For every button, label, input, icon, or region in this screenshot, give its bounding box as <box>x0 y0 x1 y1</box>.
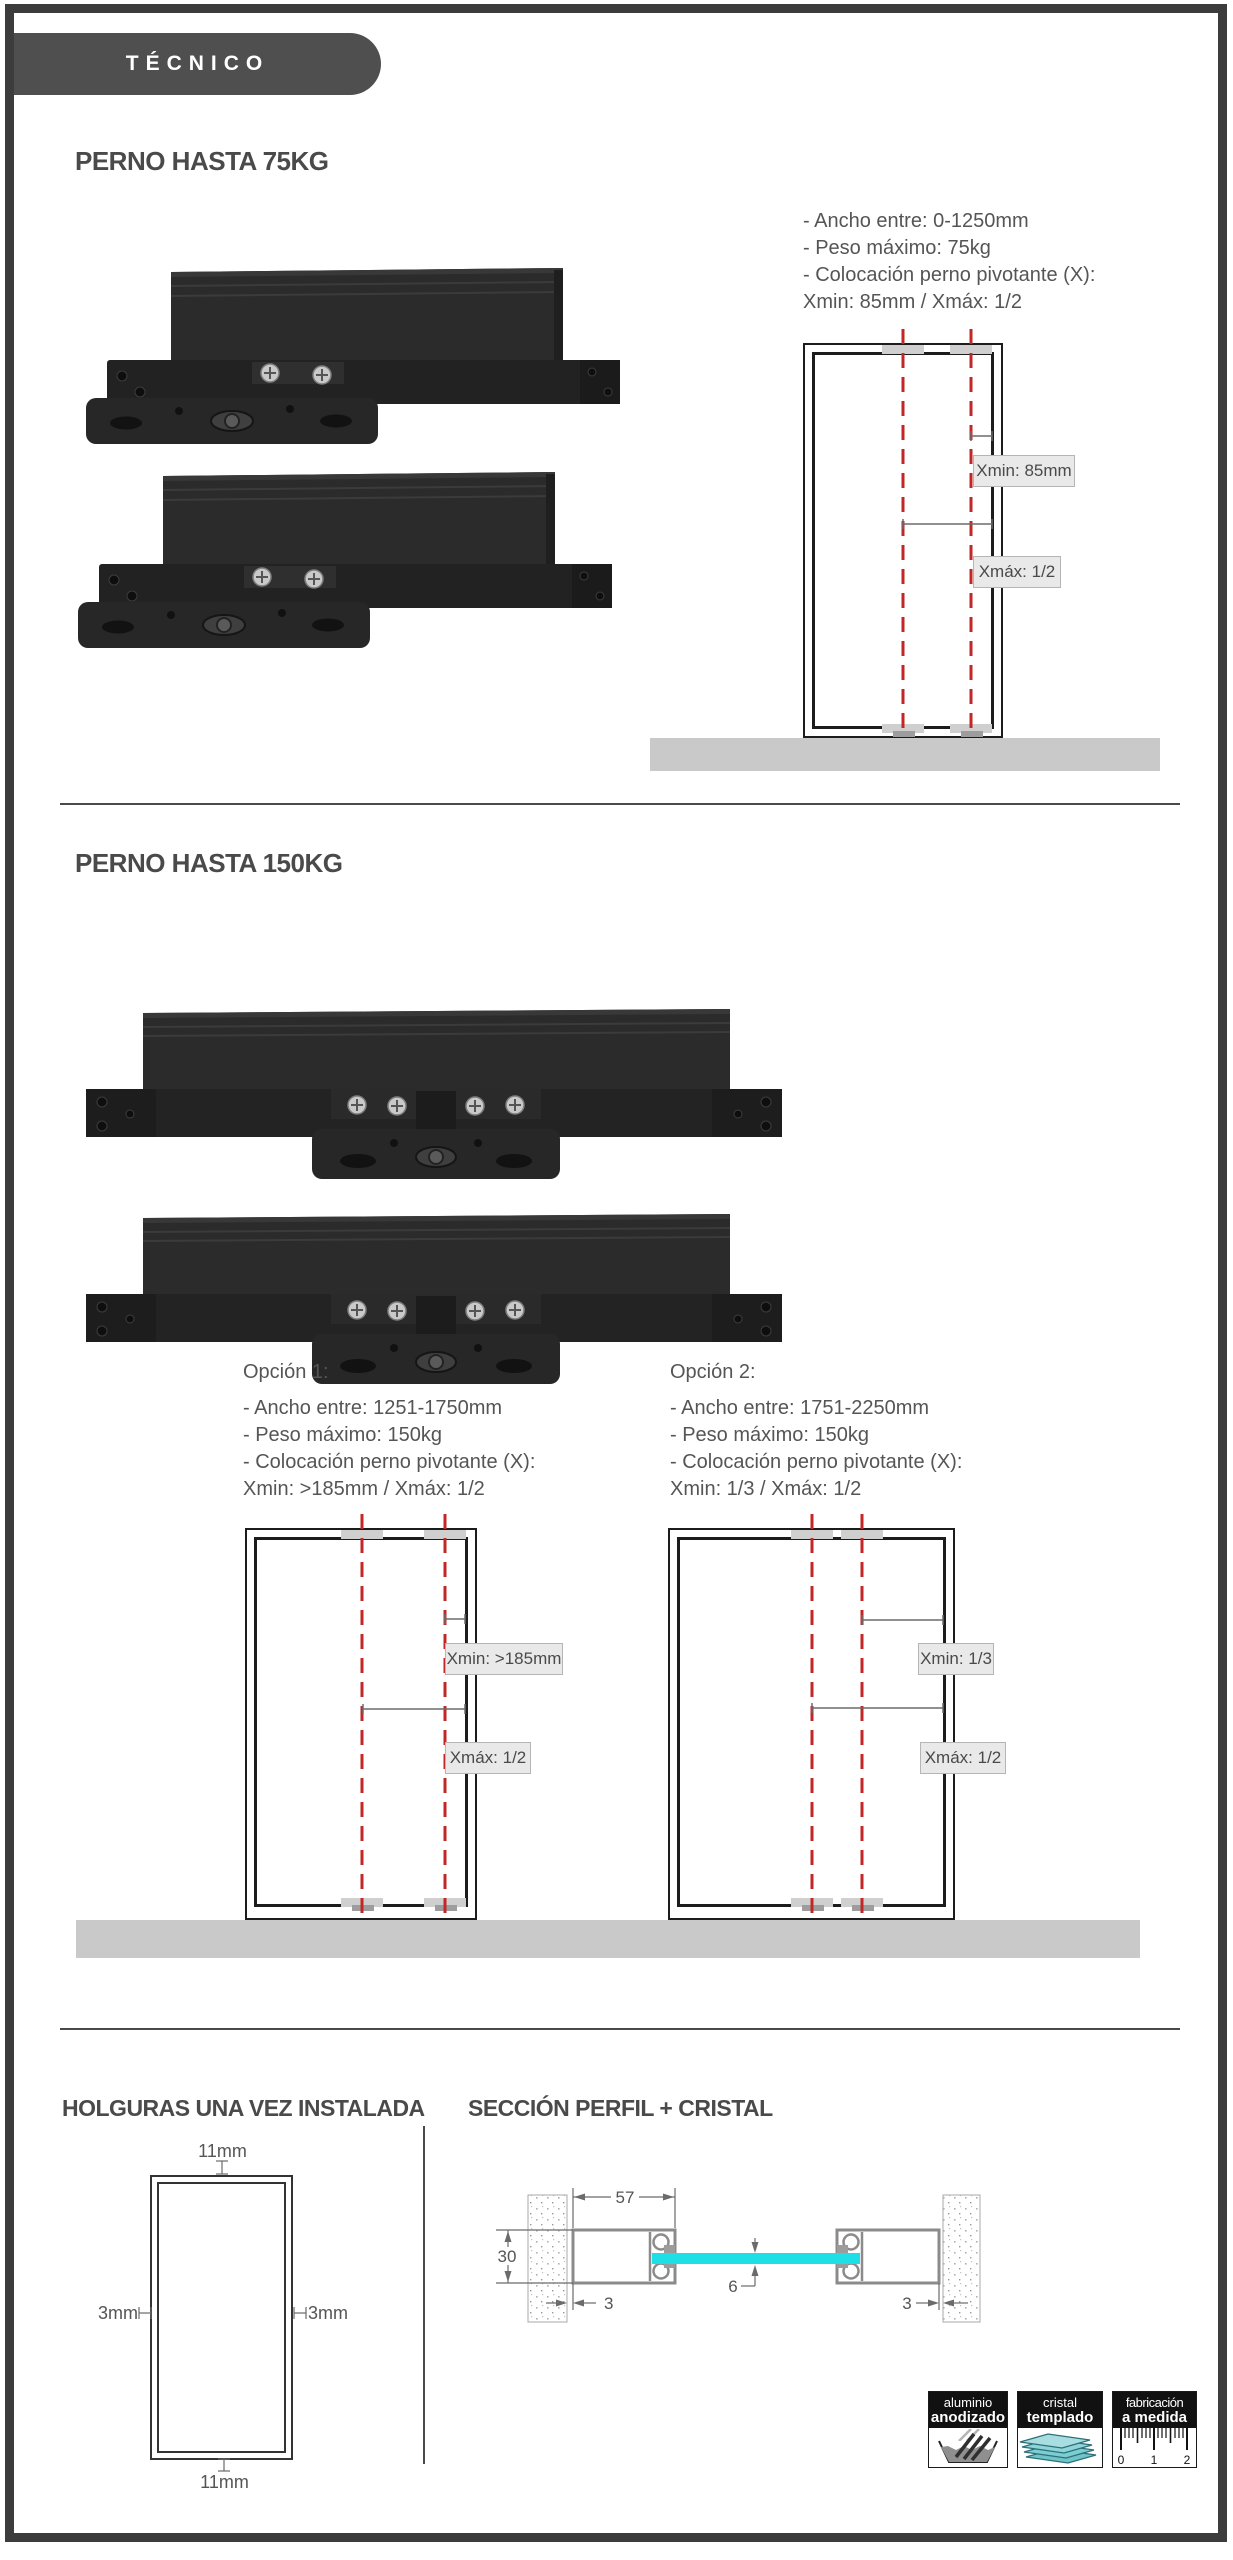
badge-fabricacion-header <box>1113 2392 1196 2428</box>
section-divider-1 <box>60 803 1180 805</box>
section3-vertical-divider <box>423 2126 425 2464</box>
dim-profile-width <box>573 2187 675 2228</box>
floor-bar-2 <box>76 1920 1140 1958</box>
door-3-xmax-label: Xmáx: 1/2 <box>920 1742 1006 1774</box>
spec-line: - Peso máximo: 150kg <box>243 1424 442 1446</box>
hinge-150kg-illustration <box>86 1005 786 1180</box>
badge-cristal-templado <box>1017 2391 1103 2468</box>
clearance-bottom-label: 11mm <box>200 2472 249 2492</box>
option1-title: Opción 1: <box>243 1361 329 1383</box>
door-3-xmin-label: Xmin: 1/3 <box>918 1643 994 1675</box>
spec-line: - Ancho entre: 1751-2250mm <box>670 1397 930 1419</box>
door-diagram-2-inner <box>254 1537 468 1907</box>
spec-line: Xmin: 1/3 / Xmáx: 1/2 <box>670 1478 862 1500</box>
spec-line: - Colocación perno pivotante (X): <box>243 1451 536 1473</box>
door-diagram-1-inner <box>812 352 994 729</box>
dim-glass-thickness <box>728 2238 758 2296</box>
ruler-icon <box>1113 2428 1196 2468</box>
technical-tab-label: TÉCNICO <box>125 52 270 75</box>
badge-aluminio-line2: anodizado <box>930 2409 1006 2426</box>
clearance-left-label: 3mm <box>98 2303 138 2323</box>
hinge-75kg-illustration-2 <box>66 466 612 650</box>
glass-pane <box>652 2253 860 2264</box>
svg-text:30: 30 <box>497 2247 517 2266</box>
door-2-xmin-label: Xmin: >185mm <box>445 1643 563 1675</box>
svg-text:1: 1 <box>1150 2453 1158 2467</box>
spec-line: - Colocación perno pivotante (X): <box>670 1451 963 1473</box>
option1-block <box>243 1361 535 1503</box>
door-2-xmax-label: Xmáx: 1/2 <box>445 1742 531 1774</box>
badge-cristal-header <box>1018 2392 1102 2428</box>
floor-bar-1 <box>650 738 1160 771</box>
section-divider-2 <box>60 2028 1180 2030</box>
spec-line: - Peso máximo: 150kg <box>670 1424 869 1446</box>
svg-text:3: 3 <box>902 2294 912 2313</box>
spec-line: Xmin: >185mm / Xmáx: 1/2 <box>243 1478 485 1500</box>
clearance-diagram-inner <box>157 2182 286 2453</box>
option2-block <box>670 1361 962 1503</box>
svg-text:3: 3 <box>604 2294 614 2313</box>
spec-line: - Ancho entre: 0-1250mm <box>803 210 1029 232</box>
hinge-150kg-illustration-2 <box>86 1210 786 1385</box>
svg-text:2: 2 <box>1183 2453 1191 2467</box>
badge-fabricacion-line1: fabricación <box>1125 2395 1184 2410</box>
spec-line: - Ancho entre: 1251-1750mm <box>243 1397 503 1419</box>
badge-cristal-line2: templado <box>1026 2409 1094 2426</box>
badge-aluminio-line1: aluminio <box>943 2395 993 2410</box>
svg-text:6: 6 <box>728 2277 738 2296</box>
badge-aluminio-header <box>929 2392 1007 2428</box>
spec-line: Xmin: 85mm / Xmáx: 1/2 <box>803 291 1022 313</box>
tempered-glass-icon <box>1018 2429 1102 2467</box>
door-1-xmin-label: Xmin: 85mm <box>973 455 1075 487</box>
holguras-title: HOLGURAS UNA VEZ INSTALADA <box>62 2095 425 2121</box>
hinge-75kg-illustration <box>74 262 620 446</box>
product-image-hinge-75kg <box>70 258 626 653</box>
section1-specs <box>803 208 1095 316</box>
door-1-xmax-label: Xmáx: 1/2 <box>973 556 1061 588</box>
technical-tab <box>14 33 381 95</box>
product-image-hinge-150kg <box>86 1005 786 1385</box>
badge-aluminio-anodizado <box>928 2391 1008 2468</box>
door-diagram-3-inner <box>677 1537 946 1907</box>
badge-cristal-line1: cristal <box>1043 2395 1077 2410</box>
spec-line: - Colocación perno pivotante (X): <box>803 264 1096 286</box>
badge-fabricacion-a-medida <box>1112 2391 1197 2468</box>
profile-section-diagram <box>490 2150 990 2340</box>
svg-text:0: 0 <box>1117 2453 1125 2467</box>
badge-fabricacion-line2: a medida <box>1121 2409 1188 2426</box>
spec-line: - Peso máximo: 75kg <box>803 237 991 259</box>
section1-title: PERNO HASTA 75KG <box>75 146 329 176</box>
anodizing-bath-icon <box>929 2429 1007 2467</box>
svg-text:57: 57 <box>615 2188 635 2207</box>
clearance-top-label: 11mm <box>198 2141 247 2161</box>
seccion-title: SECCIÓN PERFIL + CRISTAL <box>468 2095 773 2121</box>
option2-title: Opción 2: <box>670 1361 756 1383</box>
section2-title: PERNO HASTA 150KG <box>75 848 343 878</box>
clearance-right-label: 3mm <box>308 2303 348 2323</box>
